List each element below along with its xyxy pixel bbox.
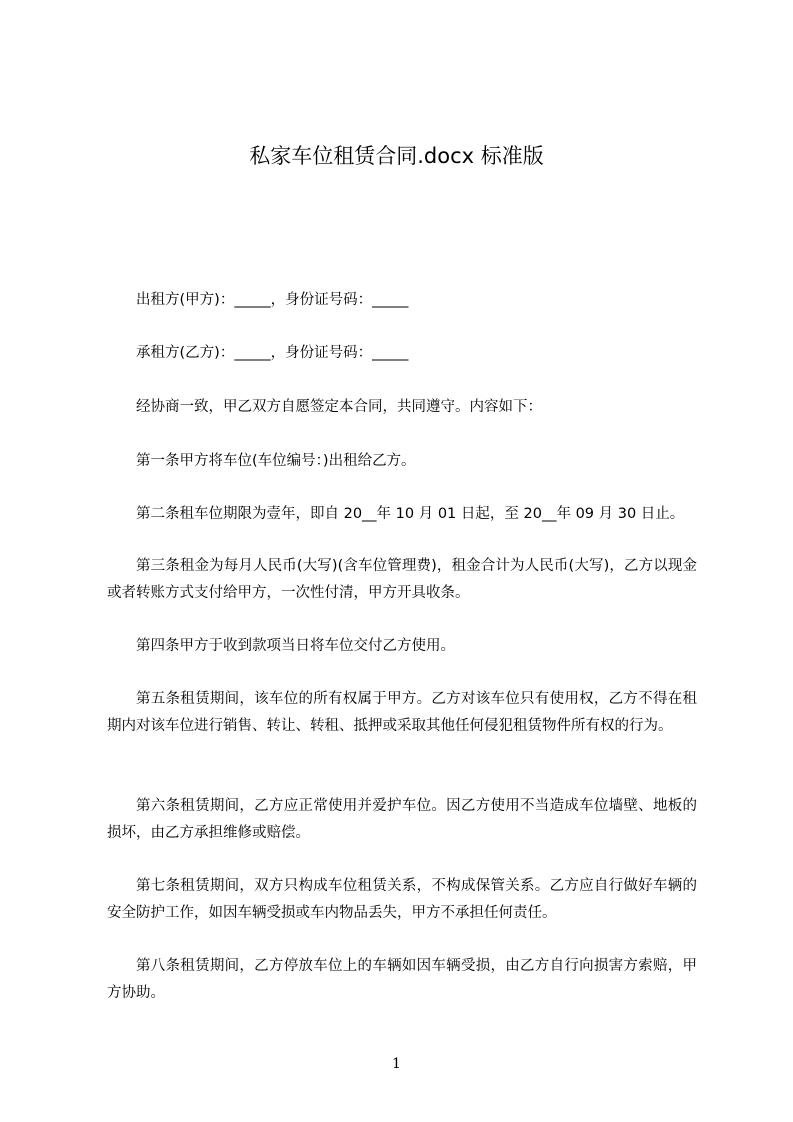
paragraph-agreement-intro: 经协商一致，甲乙双方自愿签定本合同，共同遵守。内容如下： <box>136 399 542 415</box>
paragraph-article-5: 第五条租赁期间，该车位的所有权属于甲方。乙方对该车位只有使用权，乙方不得在租期内对该车位进行销售、转让、转租、抵押或采取其他任何侵犯租赁物件所有权的行为。 <box>107 691 697 734</box>
paragraph-article-7: 第七条租赁期间，双方只构成车位租赁关系，不构成保管关系。乙方应自行做好车辆的安全防护工作，如因车辆受损或车内物品丢失，甲方不承担任何责任。 <box>107 878 697 921</box>
paragraph-article-2: 第二条租车位期限为壹年，即自 20__年 10 月 01 日起，至 20__年 09 月 30 日止。 <box>136 506 685 522</box>
paragraph-article-1: 第一条甲方将车位(车位编号：)出租给乙方。 <box>136 453 416 469</box>
document-title: 私家车位租赁合同.docx 标准版 <box>249 144 544 168</box>
paragraph-article-8: 第八条租赁期间，乙方停放车位上的车辆如因车辆受损，由乙方自行向损害方索赔，甲方协助。 <box>107 958 697 1001</box>
page-number: 1 <box>392 1056 401 1072</box>
paragraph-article-6: 第六条租赁期间，乙方应正常使用并爱护车位。因乙方使用不当造成车位墙壁、地板的损坏，由乙方承担维修或赔偿。 <box>107 798 697 841</box>
paragraph-lessor: 出租方(甲方)：_____，身份证号码：_____ <box>136 292 409 308</box>
paragraph-article-4: 第四条甲方于收到款项当日将车位交付乙方使用。 <box>136 638 455 654</box>
paragraph-article-3: 第三条租金为每月人民币(大写)(含车位管理费)，租金合计为人民币(大写)，乙方以现金或者转账方式支付给甲方，一次性付清，甲方开具收条。 <box>107 558 697 601</box>
paragraph-lessee: 承租方(乙方)：_____，身份证号码：_____ <box>136 345 409 361</box>
